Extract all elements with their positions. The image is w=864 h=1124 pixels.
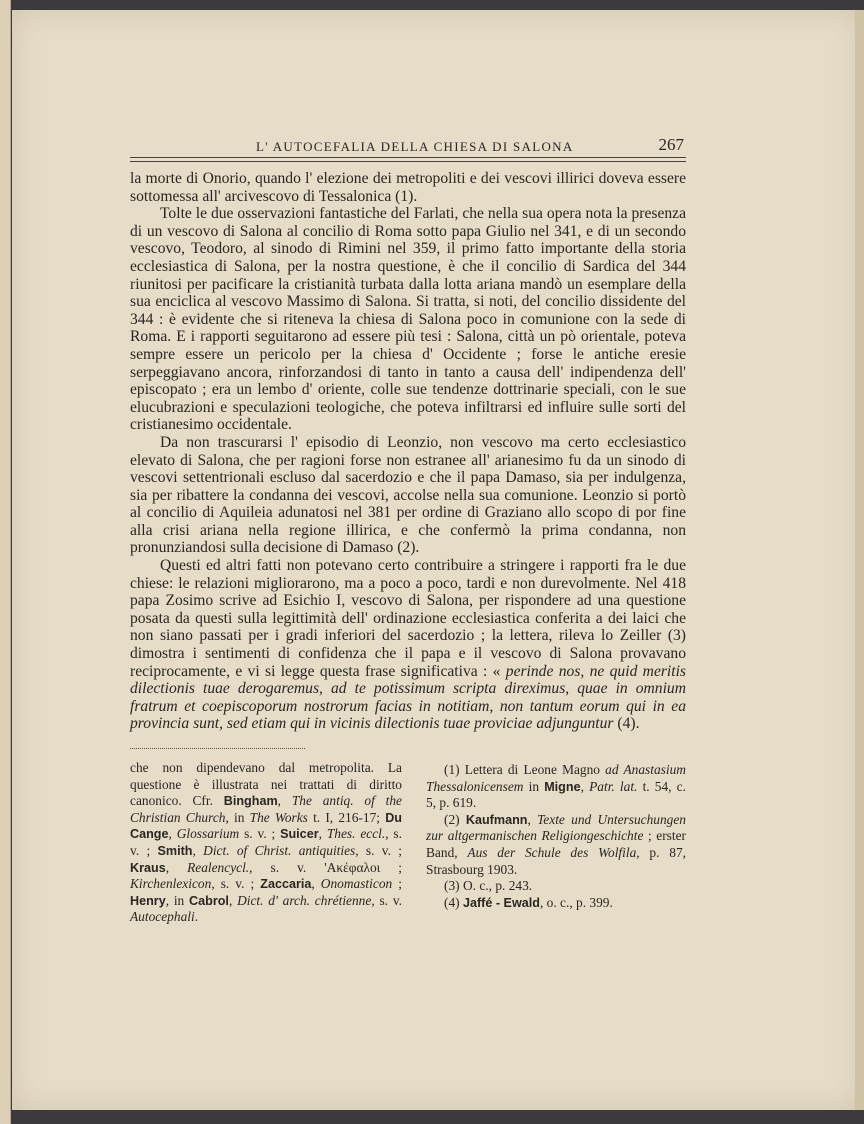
citation-text: , [168, 826, 177, 842]
citation-text: che non dipendevano dal metropolita. La questione è illustrata nei trattati di diritto canonico. Cfr. [130, 760, 402, 809]
citation-text: , [192, 842, 204, 858]
citation-text: ; erster Band, [426, 828, 687, 860]
footnote-item [426, 895, 686, 912]
citation-text: , s. v. ; [130, 826, 402, 858]
author-name: Cabrol [189, 893, 229, 908]
citation-text: , s. v. 'Ακέφαλοι ; [249, 859, 402, 875]
author-name: Smith [157, 843, 193, 858]
work-title: Patr. lat. [589, 778, 638, 794]
footnote-item [426, 812, 686, 878]
citation-text: , [318, 826, 327, 842]
citation-text: (3) O. c., p. 243. [444, 878, 533, 894]
author-name: Du Cange [130, 810, 402, 842]
citation-text: , o. c., p. 399. [539, 894, 613, 910]
citation-text: t. I, 216-17; [307, 809, 386, 825]
paragraph [130, 557, 686, 733]
footnote-continued [130, 760, 402, 926]
footnote-reference: (4). [613, 715, 640, 733]
author-name: Kraus [130, 860, 166, 875]
author-name: Bingham [223, 794, 278, 809]
running-header [130, 136, 686, 158]
author-name: Zaccaria [260, 877, 312, 892]
citation-text: t. 54, c. 5, p. 619. [426, 778, 686, 811]
running-title: L' AUTOCEFALIA DELLA CHIESA DI SALONA [256, 139, 574, 154]
citation-text: , [527, 811, 538, 827]
footnote-separator [130, 748, 305, 749]
author-name: Jaffé - Ewald [462, 895, 540, 910]
book-spine [0, 0, 11, 1124]
work-title: Kirchenlexicon [130, 876, 212, 892]
paragraph: Tolte le due osservazioni fantastiche del Farlati, che nella sua opera nota la presenza di un vescovo di Salona al concilio di Roma sotto papa Giulio nel 341, e di un secondo vescovo, Teodoro, al sinodo di Rimini nel 359, il primo fatto importante della storia ecclesiastica di Salona, per la nostra questione, è che il concilio di Sardica del 344 riunitosi per pacificare la cristianità turbata dalla lotta ariana mandò un esemplare della sua enciclica al vescovo Massimo di Salona. Si tratta, si noti, del concilio dissidente del 344 : è evidente che si riteneva la chiesa di Salona poco in comunione con la sede di Roma. E i rapporti seguitarono ad essere più tesi : Salona, città un pò orientale, poteva sempre essere un pericolo per la chiesa d' Occidente ; forse le antiche eresie serpeggiavano ancora, rinforzandosi di tanto in tanto a causa dell' indipendenza dell' episcopato ; era un lembo d' oriente, colle sue tendenze dottrinarie speciali, con le sue elucubrazioni e speculazioni teologiche, che poteva infiltrarsi ed influire sulle sorti del cristianesimo occidentale. [130, 205, 686, 434]
work-title: Autocephali [130, 909, 195, 925]
citation-text: , s. v. [371, 892, 402, 908]
citation-text: , in [165, 892, 190, 908]
work-title: Dict. d' arch. chrétienne [237, 892, 372, 908]
work-title: Glossarium [176, 826, 240, 842]
citation-text: , p. 87, Strasbourg 1903. [426, 844, 686, 877]
footnote-item [426, 878, 686, 895]
citation-text: , [277, 793, 292, 809]
citation-text: , [580, 778, 590, 794]
main-text [130, 170, 686, 733]
header-rule [130, 161, 686, 162]
citation-text: , s. v. ; [355, 842, 402, 858]
citation-text: , [228, 892, 238, 908]
header-rule [130, 157, 686, 158]
work-title: ad Anastasium Thessalonicensem [426, 762, 686, 794]
author-name: Suicer [280, 827, 319, 842]
work-title: The antiq. of the Christian Church [130, 793, 402, 825]
page-number: 267 [658, 135, 684, 154]
work-title: Texte und Untersuchungen zur altgermanischen Religiongeschichte [426, 811, 686, 844]
latin-quotation: perinde nos, ne quid meritis dilectionis tuae derogaremus, ad te potissimum scripta direximus, quae in omnium fratrum et coepiscoporum nostrorum facias in notitiam, non tantum eorum qui in ea provincia sunt, sed etiam qui in vicinis dilectionis tuae proviciae adjunguntur [130, 662, 686, 733]
author-name: Migne [544, 779, 581, 794]
citation-text: , in [225, 809, 250, 825]
paragraph: la morte di Onorio, quando l' elezione dei metropoliti e dei vescovi illirici doveva essere sottomessa all' arcivescovo di Tessalonica (1). [130, 170, 686, 205]
footnote-text [130, 760, 402, 926]
citation-text: ; [392, 876, 402, 892]
work-title: Realencycl. [187, 859, 250, 875]
work-title: Onomasticon [320, 876, 393, 892]
page-edge [855, 10, 864, 1110]
citation-text: in [523, 778, 545, 794]
paragraph: Da non trascurarsi l' episodio di Leonzio, non vescovo ma certo ecclesiastico elevato di Salona, che per ragioni forse non estranee all' arianesimo fu da un sinodo di vescovi settentrionali escluso dal sacerdozio e che il papa Damaso, sia per indulgenza, sia per ribattere la condanna dei vescovi, accolse nella sua comunione. Leonzio si portò al concilio di Aquileia adunatosi nel 381 per ordine di Graziano allo scopo di por fine alla crisi ariana nella regione illirica, e che confermò la prima condanna, non pronunziandosi sulla decisione di Damaso (2). [130, 433, 686, 557]
work-title: The Works [249, 809, 308, 825]
footnotes [426, 762, 686, 911]
work-title: Aus der Schule des Wolfila [467, 844, 637, 860]
citation-text: (2) [444, 811, 466, 827]
citation-text: . [194, 909, 199, 925]
citation-text: , [165, 859, 188, 875]
citation-text: , [311, 876, 321, 892]
author-name: Henry [130, 893, 166, 908]
citation-text: (4) [444, 894, 463, 910]
author-name: Kaufmann [465, 812, 528, 827]
work-title: Dict. of Christ. antiquities [203, 842, 356, 858]
work-title: Thes. eccl. [326, 826, 386, 842]
footnote-item [426, 762, 686, 812]
citation-text: (1) Lettera di Leone Magno [444, 762, 606, 777]
paragraph-text: Questi ed altri fatti non potevano certo contribuire a stringere i rapporti fra le due chiese: le relazioni migliorarono, ma a poco a poco, tardi e non durevolmente. Nel 418 papa Zosimo scrive ad Esichio I, vescovo di Salona, per rispondere ad una questione posata da questi sulla legittimità dell' ordinazione ecclesiastica conferita a dei laici che non siano passati per i gradi inferiori del sacerdozio ; la lettera, rileva lo Zeiller (3) dimostra i sentimenti di confidenza che il papa e il vescovo di Salona provavano reciprocamente, e vi si legge questa frase significativa : « [130, 557, 686, 680]
citation-text: , s. v. ; [211, 876, 261, 892]
citation-text: s. v. ; [239, 826, 281, 842]
